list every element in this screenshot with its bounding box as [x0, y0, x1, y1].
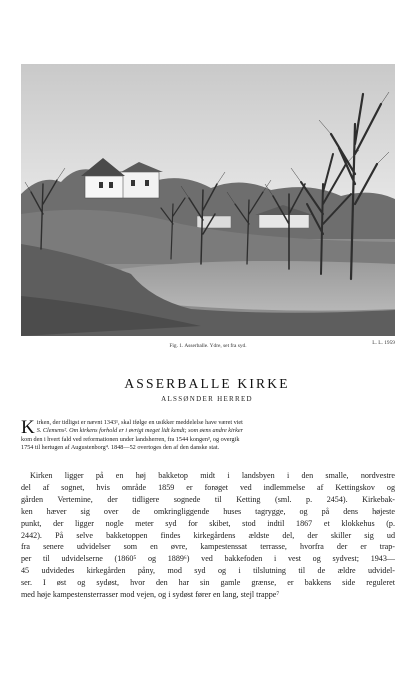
body-line: 45 udvidedes kirkegården påny, mod syd og i tilslutning til de ældre udvidel- — [21, 566, 395, 576]
body-line: per til udvidelserne (1860⁵ og 1889⁶) ved bakkefoden i vest og sydvest; 1943— — [21, 554, 395, 564]
intro-paragraph — [21, 419, 311, 452]
body-line: fra senere udvidelser som en øvre, kampestenssat terrasse, hvorfra der er trap- — [21, 542, 395, 552]
intro-line: kom den i hvert fald ved reformationen under landsherren, fra 1544 kongen³, og overgik — [21, 435, 240, 443]
intro-line: 1754 til hertugen af Augustenborg⁴. 1848—52 overtoges den af den danske stat. — [21, 443, 220, 451]
body-line: gården Vertemine, der tidligere sognede til Ketting (sml. p. 2454). Kirkebak- — [21, 494, 395, 504]
body-line: 2442). På selve bakketoppen findes kirkegårdens ældste del, der skiller sig ud — [21, 530, 395, 540]
page-title: ASSERBALLE KIRKE — [124, 376, 290, 391]
page-subtitle: ALSSØNDER HERRED — [161, 395, 253, 403]
photo-credit: L. L. 1959 — [372, 340, 395, 346]
figure-caption-row — [21, 340, 395, 352]
body-line: del af sognet, hvis område 1859 er forøget ved indlemmelse af Kettingskov og — [21, 482, 395, 492]
body-line: Kirken ligger på en høj bakketop midt i landsbyen i den smalle, nordvestre — [30, 471, 395, 480]
body-line: med høje kampestensterrasser mod vejen, og i sydøst fører en lang, stejl trappe⁷ — [21, 590, 280, 600]
intro-line: irken, der tidligst er nævnt 1343¹, skal ifølge en usikker meddelelse have været viet — [36, 419, 243, 426]
intro-line: S. Clemens². Om kirkens forhold er i øvrigt meget lidt kendt; som øens andre kirker — [36, 427, 244, 435]
church-photograph — [21, 64, 395, 336]
body-line: ken hæver sig over de omkringliggende huses tagrygge, og på dens højeste — [21, 506, 395, 516]
drop-cap: K — [21, 417, 35, 438]
body-paragraph — [21, 470, 395, 601]
body-line: ser. I øst og sydøst, hvor den har sin gamle grænse, er bakkens side reguleret — [21, 578, 395, 588]
figure-caption: Fig. 1. Asserballe. Ydre, set fra syd. — [169, 343, 247, 349]
body-line: punkt, der ligger nogle meter syd for skibet, stod indtil 1867 et klokkehus (p. — [21, 518, 395, 528]
